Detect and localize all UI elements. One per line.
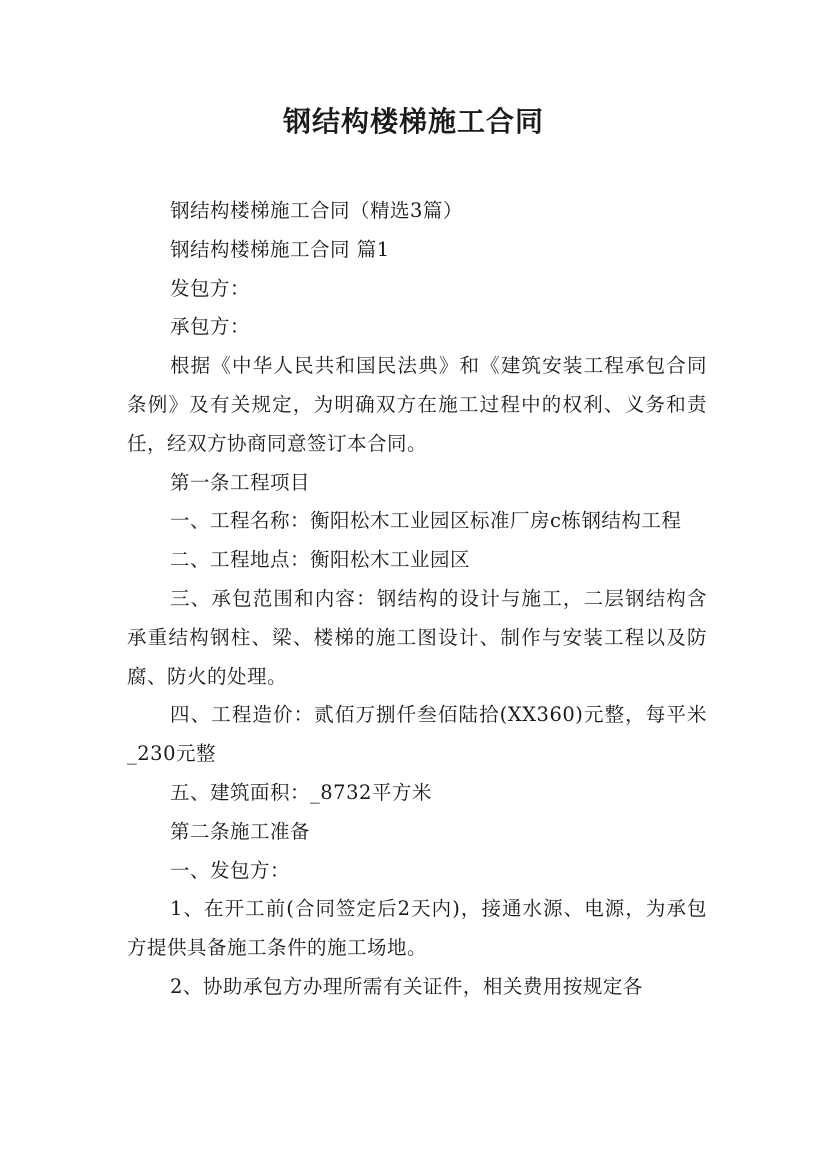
paragraph-preamble: 根据《中华人民共和国民法典》和《建筑安装工程承包合同条例》及有关规定，为明确双方在施工过程中的权利、义务和责任，经双方协商同意签订本合同。 bbox=[127, 354, 707, 455]
document-body bbox=[127, 192, 707, 1007]
paragraph-scope: 三、承包范围和内容：钢结构的设计与施工，二层钢结构含承重结构钢柱、梁、楼梯的施工图设计、制作与安装工程以及防腐、防火的处理。 bbox=[127, 586, 707, 688]
paragraph-project-name: 一、工程名称：衡阳松木工业园区标准厂房c栋钢结构工程 bbox=[170, 509, 682, 533]
document-title: 钢结构楼梯施工合同 bbox=[282, 105, 544, 138]
paragraph-area: 五、建筑面积：_8732平方米 bbox=[170, 780, 432, 804]
paragraph-duty-2: 2、协助承包方办理所需有关证件，相关费用按规定各 bbox=[170, 974, 643, 998]
paragraph-cost: 四、工程造价：贰佰万捌仟叁佰陆拾(XX360)元整，每平米_230元整 bbox=[127, 703, 707, 766]
paragraph-section-heading: 钢结构楼梯施工合同 篇1 bbox=[170, 237, 390, 261]
paragraph-contractor: 承包方： bbox=[170, 315, 251, 339]
paragraph-duty-1: 1、在开工前(合同签定后2天内)，接通水源、电源，为承包方提供具备施工条件的施工场地。 bbox=[127, 897, 707, 960]
paragraph-article-2: 第二条施工准备 bbox=[170, 819, 311, 843]
paragraph-subtitle: 钢结构楼梯施工合同（精选3篇） bbox=[170, 199, 463, 222]
paragraph-employer-duties: 一、发包方： bbox=[170, 858, 291, 882]
paragraph-article-1: 第一条工程项目 bbox=[170, 470, 311, 494]
paragraph-project-location: 二、工程地点：衡阳松木工业园区 bbox=[170, 548, 471, 572]
paragraph-employer: 发包方： bbox=[170, 276, 251, 300]
